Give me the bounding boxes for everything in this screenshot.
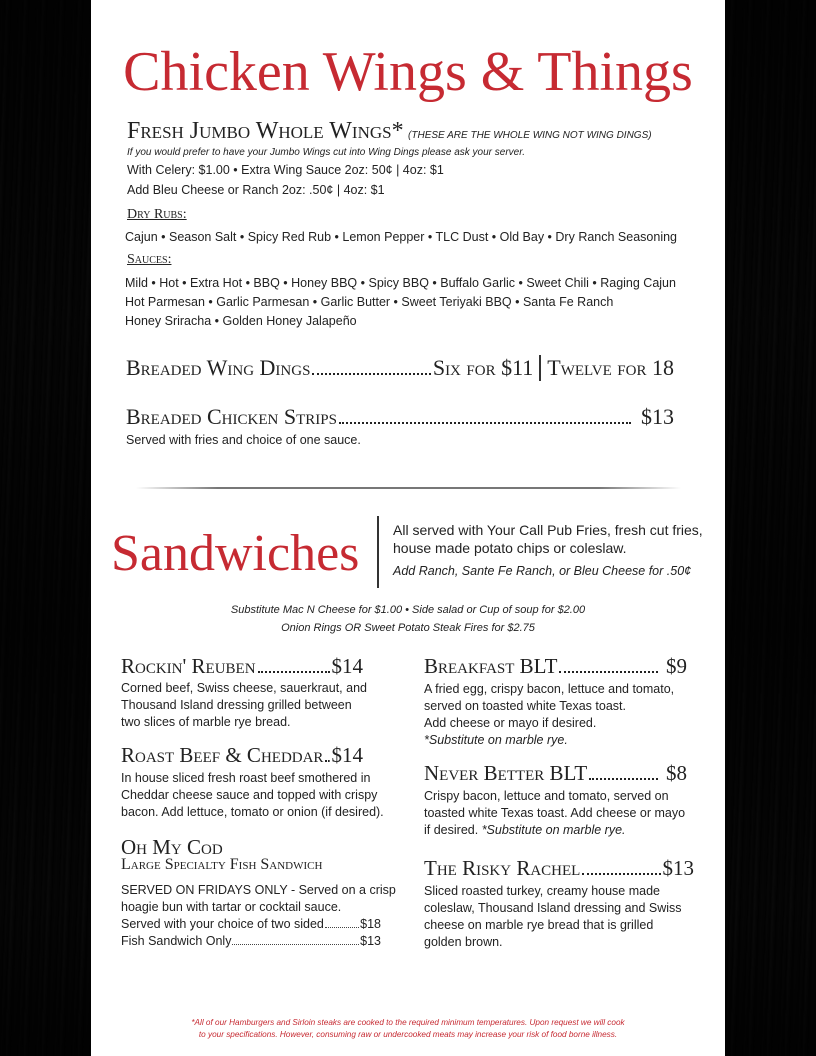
cod-option-1-label: Served with your choice of two sided	[121, 917, 324, 931]
roast-beef-desc-2: Cheddar cheese sauce and topped with crispy	[121, 788, 378, 802]
wings-line-2: Add Bleu Cheese or Ranch 2oz: .50¢ | 4oz: $1	[127, 183, 385, 197]
sandwiches-title-bar	[377, 516, 379, 588]
sauces-label: Sauces:	[127, 252, 172, 267]
wings-note: If you would prefer to have your Jumbo Wings cut into Wing Dings please ask your server.	[127, 147, 525, 158]
rachel-desc-3: cheese on marble rye bread that is grilled	[424, 918, 654, 932]
reuben-name: Rockin' Reuben	[121, 654, 256, 678]
never-blt-desc-3-sub: *Substitute on marble rye.	[481, 823, 626, 837]
breakfast-blt-desc-2: served on toasted white Texas toast.	[424, 699, 626, 713]
cod-desc-1: SERVED ON FRIDAYS ONLY - Served on a crisp	[121, 883, 396, 897]
never-blt-name: Never Better BLT	[424, 761, 588, 785]
footer-line-1: *All of our Hamburgers and Sirloin steaks are cooked to the required minimum temperatures. Upon request we will cook	[191, 1018, 625, 1027]
reuben-desc-3: two slices of marble rye bread.	[121, 715, 291, 729]
roast-beef-desc-1: In house sliced fresh roast beef smothered in	[121, 771, 371, 785]
wings-heading-note: (THESE ARE THE WHOLE WING NOT WING DINGS)	[408, 130, 652, 141]
cod-option-1	[121, 916, 381, 933]
sauces-line-2: Hot Parmesan • Garlic Parmesan • Garlic Butter • Sweet Teriyaki BBQ • Santa Fe Ranch	[125, 295, 614, 309]
rachel-row	[424, 855, 694, 881]
chicken-strips-name: Breaded Chicken Strips	[126, 404, 337, 429]
wing-dings-name: Breaded Wing Dings	[126, 355, 311, 380]
section-divider	[136, 487, 681, 489]
chicken-strips-row	[126, 404, 674, 430]
rachel-desc-2: coleslaw, Thousand Island dressing and Swiss	[424, 901, 682, 915]
breakfast-blt-price: $9	[666, 654, 687, 678]
breakfast-blt-name: Breakfast BLT	[424, 654, 558, 678]
never-blt-row	[424, 760, 687, 786]
cod-option-2	[121, 933, 381, 950]
wings-line-1: With Celery: $1.00 • Extra Wing Sauce 2oz: 50¢ | 4oz: $1	[127, 163, 444, 177]
wing-dings-price-six: Six for $11	[432, 355, 534, 380]
wings-heading-row	[127, 118, 652, 145]
price-separator	[539, 355, 541, 381]
menu-page	[91, 0, 725, 1056]
dry-rubs-list: Cajun • Season Salt • Spicy Red Rub • Lemon Pepper • TLC Dust • Old Bay • Dry Ranch Seasoning	[125, 230, 677, 244]
sandwiches-title: Sandwiches	[111, 525, 360, 582]
wing-dings-price-twelve: Twelve for 18	[547, 355, 674, 380]
never-blt-desc-3	[424, 822, 626, 839]
roast-beef-row	[121, 742, 363, 768]
never-blt-leader	[589, 778, 658, 780]
breakfast-blt-leader	[559, 671, 658, 673]
breakfast-blt-desc-1: A fried egg, crispy bacon, lettuce and tomato,	[424, 682, 675, 696]
roast-beef-name: Roast Beef & Cheddar	[121, 743, 324, 767]
rachel-leader	[582, 873, 660, 875]
cod-option-1-price: $18	[360, 917, 381, 931]
reuben-desc-1: Corned beef, Swiss cheese, sauerkraut, and	[121, 681, 367, 695]
never-blt-price: $8	[666, 761, 687, 785]
dry-rubs-label: Dry Rubs:	[127, 207, 187, 222]
never-blt-desc-1: Crispy bacon, lettuce and tomato, served on	[424, 789, 669, 803]
breakfast-blt-desc-4: *Substitute on marble rye.	[424, 733, 568, 747]
reuben-desc-2: Thousand Island dressing grilled between	[121, 698, 352, 712]
reuben-price: $14	[331, 654, 363, 678]
cod-subtitle: Large Specialty Fish Sandwich	[121, 856, 323, 873]
rachel-price: $13	[662, 856, 694, 880]
rachel-desc-4: golden brown.	[424, 935, 503, 949]
cod-desc-2: hoagie bun with tartar or cocktail sauce.	[121, 900, 342, 914]
wings-heading: Fresh Jumbo Whole Wings*	[127, 118, 404, 144]
sandwiches-served-1: All served with Your Call Pub Fries, fresh cut fries,	[393, 522, 703, 538]
wood-border-right	[725, 0, 816, 1056]
breakfast-blt-row	[424, 653, 687, 679]
never-blt-desc-2: toasted white Texas toast. Add cheese or mayo	[424, 806, 686, 820]
sandwiches-served-2: house made potato chips or coleslaw.	[393, 540, 627, 556]
chicken-strips-price: $13	[641, 404, 674, 429]
chicken-strips-desc: Served with fries and choice of one sauce.	[126, 433, 361, 447]
page-title: Chicken Wings & Things	[123, 41, 693, 103]
cod-option-2-label: Fish Sandwich Only	[121, 934, 232, 948]
cod-option-2-price: $13	[360, 934, 381, 948]
chicken-strips-leader	[339, 422, 631, 424]
roast-beef-price: $14	[331, 743, 363, 767]
sauces-line-3: Honey Sriracha • Golden Honey Jalapeño	[125, 314, 357, 328]
sandwiches-sub-line-1: Substitute Mac N Cheese for $1.00 • Side salad or Cup of soup for $2.00	[230, 604, 586, 616]
cod-option-2-leader	[232, 944, 359, 945]
sauces-line-1: Mild • Hot • Extra Hot • BBQ • Honey BBQ • Spicy BBQ • Buffalo Garlic • Sweet Chili • Raging Cajun	[125, 276, 676, 290]
reuben-leader	[258, 671, 330, 673]
reuben-row	[121, 653, 363, 679]
cod-option-1-leader	[325, 927, 359, 928]
breakfast-blt-desc-3: Add cheese or mayo if desired.	[424, 716, 597, 730]
wood-border-left	[0, 0, 91, 1056]
sandwiches-sub-line-2: Onion Rings OR Sweet Potato Steak Fires for $2.75	[281, 622, 535, 634]
cod-name: Oh My Cod	[121, 835, 223, 859]
rachel-desc-1: Sliced roasted turkey, creamy house made	[424, 884, 660, 898]
sandwiches-add-line: Add Ranch, Sante Fe Ranch, or Bleu Cheese for .50¢	[393, 564, 692, 578]
roast-beef-desc-3: bacon. Add lettuce, tomato or onion (if desired).	[121, 805, 384, 819]
wing-dings-row	[126, 355, 674, 381]
rachel-name: The Risky Rachel	[424, 856, 581, 880]
never-blt-desc-3-text: if desired.	[424, 823, 479, 837]
wing-dings-leader	[312, 373, 430, 375]
roast-beef-leader	[325, 760, 329, 762]
footer-line-2: to your specifications. However, consuming raw or undercooked meats may increase your risk of food borne illness.	[198, 1030, 618, 1039]
